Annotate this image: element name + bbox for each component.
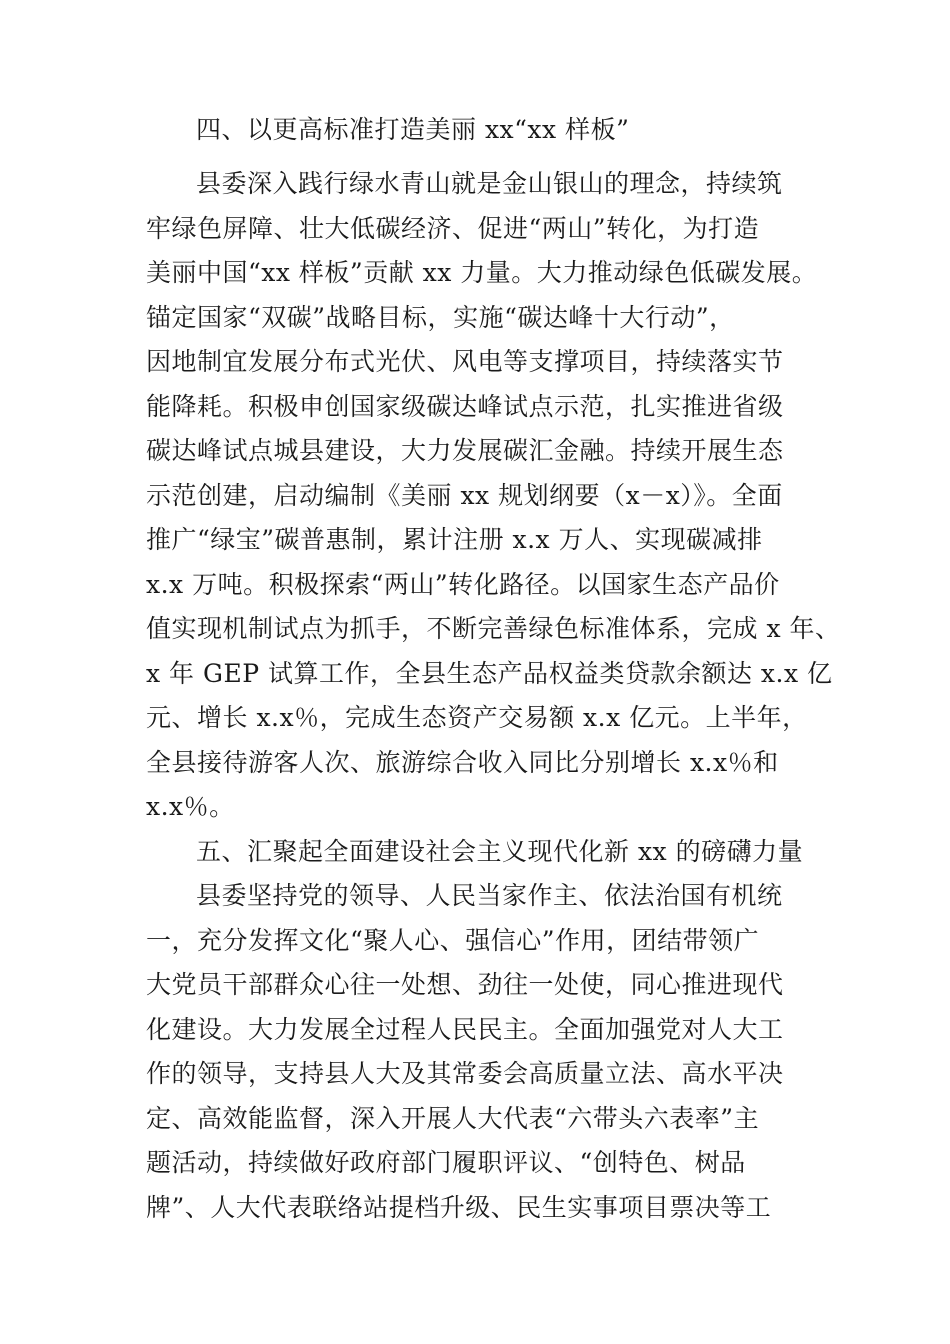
paragraph-line: 能降耗。积极申创国家级碳达峰试点示范，扎实推进省级	[146, 392, 784, 421]
paragraph-line: 美丽中国“xx 样板”贡献 xx 力量。大力推动绿色低碳发展。	[146, 258, 818, 287]
paragraph-line: 元、增长 x.x％，完成生态资产交易额 x.x 亿元。上半年，	[146, 703, 808, 732]
paragraph-line: 定、高效能监督，深入开展人大代表“六带头六表率”主	[146, 1104, 760, 1133]
paragraph-line: 因地制宜发展分布式光伏、风电等支撑项目，持续落实节	[146, 347, 784, 376]
paragraph-line: 县委深入践行绿水青山就是金山银山的理念，持续筑	[196, 169, 783, 198]
paragraph-line: 化建设。大力发展全过程人民民主。全面加强党对人大工	[146, 1015, 784, 1044]
section-heading-4: 四、以更高标准打造美丽 xx“xx 样板”	[196, 115, 630, 144]
paragraph-line: 全县接待游客人次、旅游综合收入同比分别增长 x.x％和	[146, 748, 779, 777]
paragraph-line: x 年 GEP 试算工作，全县生态产品权益类贷款余额达 x.x 亿	[146, 659, 833, 688]
paragraph-line: x.x％。	[146, 792, 235, 821]
paragraph-line: 作的领导，支持县人大及其常委会高质量立法、高水平决	[146, 1059, 784, 1088]
section-heading-5: 五、汇聚起全面建设社会主义现代化新 xx 的磅礴力量	[196, 837, 804, 866]
paragraph-line: 锚定国家“双碳”战略目标，实施“碳达峰十大行动”，	[146, 303, 735, 332]
paragraph-line: 大党员干部群众心往一处想、劲往一处使，同心推进现代	[146, 970, 784, 999]
paragraph-line: 示范创建，启动编制《美丽 xx 规划纲要（x－x）》。全面	[146, 481, 783, 510]
paragraph-line: 题活动，持续做好政府部门履职评议、“创特色、树品	[146, 1148, 746, 1177]
paragraph-line: x.x 万吨。积极探索“两山”转化路径。以国家生态产品价	[146, 570, 780, 599]
paragraph-line: 碳达峰试点城县建设，大力发展碳汇金融。持续开展生态	[146, 436, 784, 465]
paragraph-line: 牌”、人大代表联络站提档升级、民生实事项目票决等工	[146, 1193, 772, 1222]
paragraph-line: 一，充分发挥文化“聚人心、强信心”作用，团结带领广	[146, 926, 760, 955]
paragraph-line: 值实现机制试点为抓手，不断完善绿色标准体系，完成 x 年、	[146, 614, 841, 643]
paragraph-line: 县委坚持党的领导、人民当家作主、依法治国有机统	[196, 881, 783, 910]
paragraph-line: 牢绿色屏障、壮大低碳经济、促进“两山”转化，为打造	[146, 214, 760, 243]
paragraph-line: 推广“绿宝”碳普惠制，累计注册 x.x 万人、实现碳减排	[146, 525, 763, 554]
